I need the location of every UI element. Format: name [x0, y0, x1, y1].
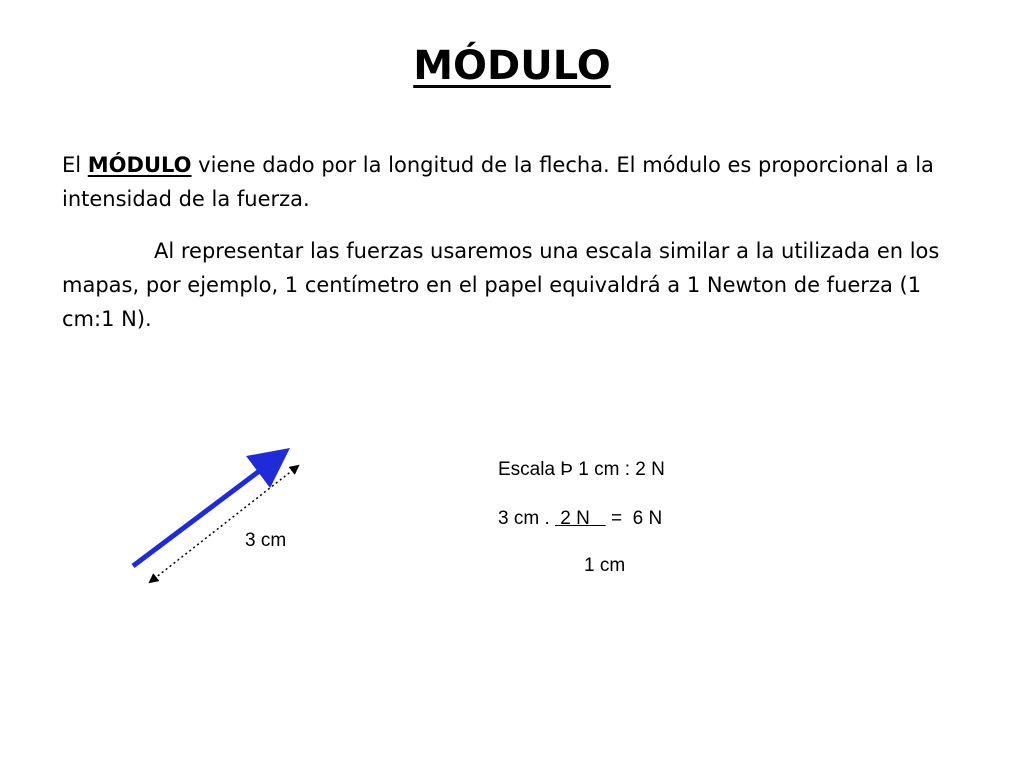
definition-keyword: MÓDULO: [87, 153, 192, 177]
scale-paragraph: Al representar las fuerzas usaremos una escala similar a la utilizada en los mapas, por ejemplo, 1 centímetro en el papel equivaldrá a 1 Newton de fuerza (1 cm:1 N).: [62, 239, 940, 331]
calc-numerator: 2 N: [555, 508, 606, 529]
vector-length-label: 3 cm: [245, 530, 287, 551]
calc-left: 3 cm .: [498, 508, 556, 529]
definition-text: viene dado por la longitud de la flecha. El módulo es proporcional a la intensidad de la fuerza.: [62, 153, 934, 211]
definition-prefix: El: [62, 153, 88, 177]
length-dimension-line: [150, 466, 298, 582]
calc-result: = 6 N: [605, 508, 663, 529]
scale-statement: Escala Þ 1 cm : 2 N: [498, 459, 665, 480]
page-title: MÓDULO: [413, 43, 611, 89]
conversion-calculation: [498, 507, 662, 531]
calc-denominator: 1 cm: [584, 555, 626, 576]
